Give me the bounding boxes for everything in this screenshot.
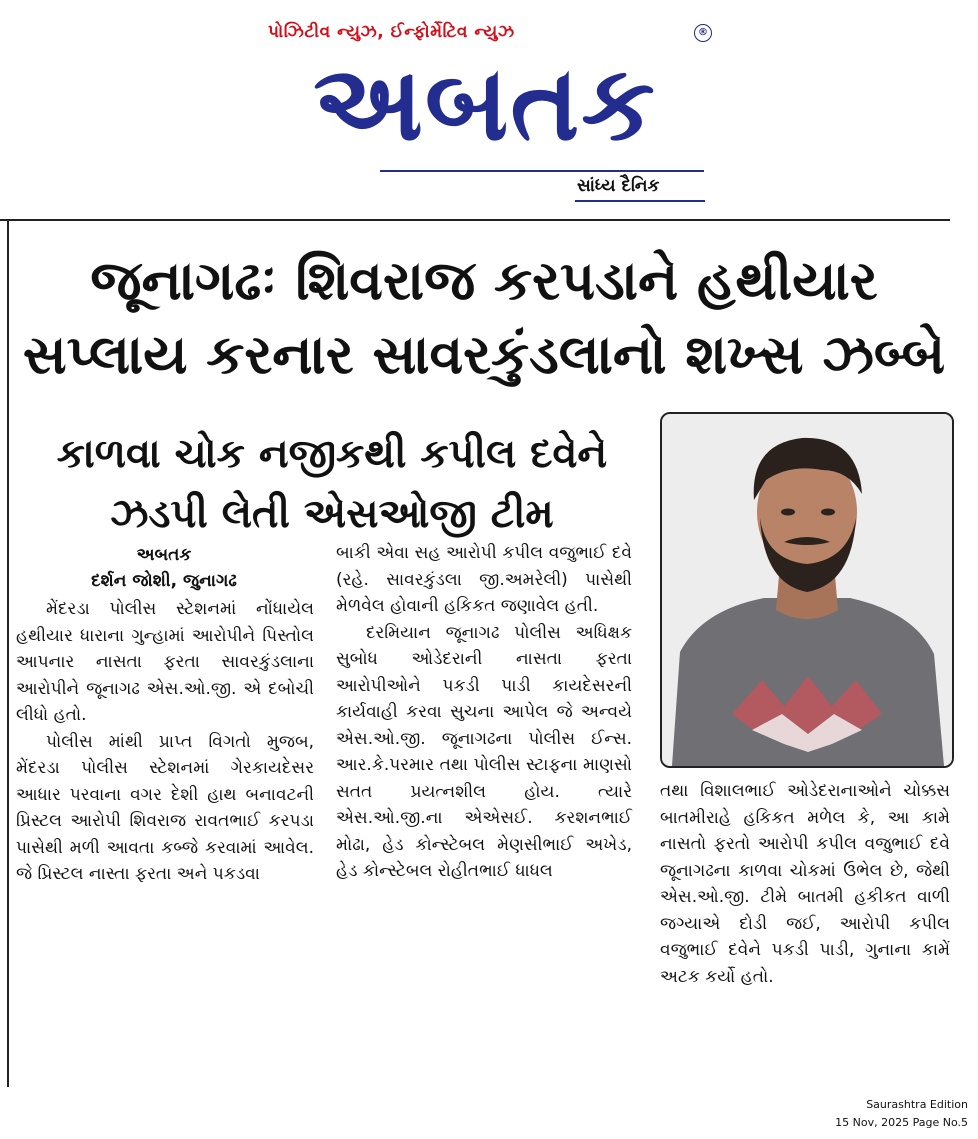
paragraph: તથા વિશાલભાઈ ઓડેદરાનાઓને ચોક્કસ બાતમીરાહે હકિકત મળેલ કે, આ કામે નાસતો ફરતો આરોપી કપીલ વજુભાઈ દવે જૂનાગઢના કાળવા ચોકમાં ઉભેલ છે, જેથી એસ.ઓ.જી. ટીમે બાતમી હકીકત વાળી જગ્યાએ દોડી જઈ, આરોપી કપીલ વજુભાઈ દવેને પકડી પાડી, ગુનાના કામેં અટક કર્યો હતો.: [660, 781, 950, 987]
article-column-2: [336, 540, 632, 885]
article-column-1: [16, 596, 314, 888]
logo-rule: [380, 170, 704, 172]
accused-photo: [660, 412, 954, 768]
edition-label: સાંધ્ય દૈનિક: [577, 176, 660, 196]
paragraph: મેંદરડા પોલીસ સ્ટેશનમાં નોંધાયેલ હથીયાર ધારાના ગુન્હામાં આરોપીને પિસ્તોલ આપનાર નાસતા ફરતા સાવરકુંડલાના આરોપીને જૂનાગઢ એસ.ઓ.જી. એ દબોચી લીધો હતો.: [16, 599, 314, 725]
edition-underline: [575, 200, 705, 202]
subheadline-line-2: ઝડપી લેતી એસઓજી ટીમ: [110, 491, 554, 537]
paragraph: પોલીસ માંથી પ્રાપ્ત વિગતો મુજબ, મેંદરડા પોલીસ સ્ટેશનમાં ગેરકાયદેસર આધાર પરવાના વગર દેશી હાથ બનાવટની પ્રિસ્ટલ આરોપી શિવરાજ રાવતભાઈ કરપડા પાસેથી મળી આવતા કબ્જે કરવામાં આવેલ. જે પ્રિસ્ટલ નાસ્તા ફરતા અને પકડવા: [16, 731, 314, 884]
portrait-image: [662, 414, 952, 766]
header-divider: [0, 219, 950, 221]
byline-source: અબતક: [136, 545, 192, 565]
article-column-3: [660, 778, 950, 990]
footer-edition: Saurashtra Edition: [866, 1098, 968, 1111]
headline-line-1: જૂનાગઢઃ શિવરાજ કરપડાને હથીયાર: [90, 249, 878, 312]
column-divider-left: [7, 221, 9, 1087]
paragraph: બાકી એવા સહ આરોપી કપીલ વજુભાઈ દવે (રહે. સાવરકુંડલા જી.અમરેલી) પાસેથી મેળવેલ હોવાની હકિકત જણાવેલ હતી.: [336, 543, 632, 616]
subheadline-line-1: કાળવા ચોક નજીકથી કપીલ દવેને: [56, 431, 608, 477]
footer-date-page: 15 Nov, 2025 Page No.5: [835, 1116, 968, 1129]
masthead-tagline: પોઝિટીવ ન્યુઝ, ઈન્ફોર્મેટિવ ન્યુઝ: [268, 22, 515, 42]
masthead: [0, 0, 978, 218]
headline-line-2: સપ્લાય કરનાર સાવરકુંડલાનો શખ્સ ઝબ્બે: [22, 323, 946, 386]
byline-author: દર્શન જોશી, જુનાગઢ: [91, 571, 237, 591]
newspaper-logo: અબતક: [313, 42, 657, 164]
registered-mark: ®: [694, 24, 712, 42]
paragraph: દરમિયાન જૂનાગઢ પોલીસ અધિક્ષક સુબોધ ઓડેદરાની નાસતા ફરતા આરોપીઓને પકડી પાડી કાયદેસરની કાર્યવાહી કરવા સુચના આપેલ જે અન્વયે એસ.ઓ.જી. જૂનાગઢના પોલીસ ઈન્સ. આર.કે.પરમાર તથા પોલીસ સ્ટાફના માણસો સતત પ્રયત્નશીલ હોય. ત્યારે એસ.ઓ.જી.ના એએસઈ. કરશનભાઈ મોઢા, હેડ કોન્સ્ટેબલ મેણસીભાઈ અખેડ, હેડ કોન્સ્ટેબલ રોહીતભાઈ ધાધલ: [336, 622, 632, 881]
